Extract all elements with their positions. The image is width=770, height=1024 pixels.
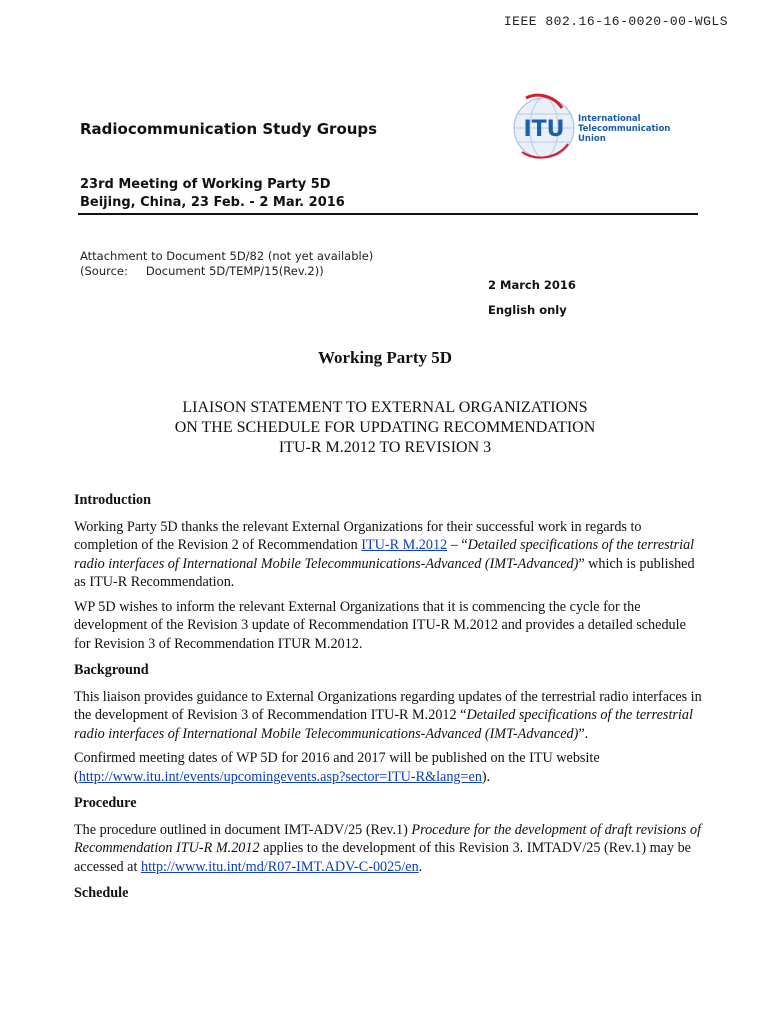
introduction-paragraph-2: WP 5D wishes to inform the relevant External Organizations that it is commencing the cycle for the development of the Revision 3 update of Recommendation ITU-R M.2012 and provides a detailed schedule for Revision 3 of Recommendation ITUR M.2012. [74,598,686,652]
procedure-paragraph [74,821,702,877]
source-value: Document 5D/TEMP/15(Rev.2)) [145,264,324,278]
logo-line-2: Telecommunication [578,124,671,134]
procedure-heading: Procedure [74,795,137,811]
source-label: (Source: [80,264,128,278]
meeting-location-dates: Beijing, China, 23 Feb. - 2 Mar. 2016 [80,195,345,210]
attachment-info [80,249,373,279]
background-text-a: This liaison provides guidance to External Organizations regarding updates of the terrestrial radio interfaces in the development of Revision 3 of Recommendation ITU-R M.2012 “ [74,688,702,723]
source-line [80,264,373,279]
background-paragraph-1 [74,688,702,744]
background-paragraph-2 [74,749,702,786]
liaison-title-line-1: LIAISON STATEMENT TO EXTERNAL ORGANIZATIONS [182,399,588,416]
procedure-text-b: applies to the development of this Revision 3. IMTADV/25 (Rev.1) may be accessed at [74,840,691,875]
background-italic-title: Detailed specifications of the terrestrial radio interfaces of International Mobile Telecommunications-Advanced (IMT-Advanced) [74,707,693,742]
meeting-info [80,176,345,212]
org-title: Radiocommunication Study Groups [80,120,378,138]
date-language-block [488,273,576,323]
document-id: IEEE 802.16-16-0020-00-WGLS [503,14,728,29]
logo-abbrev: ITU [523,117,565,142]
liaison-title [0,398,770,458]
intro-italic-title: Detailed specifications of the terrestrial radio interfaces of International Mobile Telecommunications-Advanced (IMT-Advanced) [74,537,695,572]
logo-line-1: International [578,114,641,124]
background-text-b: ”. [578,725,589,742]
introduction-paragraph-1 [74,518,702,592]
itu-logo [508,90,698,162]
procedure-text-a: The procedure outlined in document IMT-ADV/25 (Rev.1) [74,821,412,838]
schedule-heading: Schedule [74,885,129,901]
document-body [74,491,702,911]
logo-text [578,114,670,144]
imt-adv-link[interactable]: http://www.itu.int/md/R07-IMT.ADV-C-0025/en [140,858,419,875]
procedure-text-c: . [418,858,423,875]
itu-r-m2012-link[interactable]: ITU-R M.2012 [361,537,448,553]
liaison-title-line-2: ON THE SCHEDULE FOR UPDATING RECOMMENDATION [174,419,596,436]
intro-text-c: ” which is published as ITU-R Recommendation. [74,555,695,590]
meeting-title: 23rd Meeting of Working Party 5D [80,177,331,192]
attachment-line: Attachment to Document 5D/82 (not yet available) [80,249,374,263]
working-party-title: Working Party 5D [317,348,453,367]
intro-text-a: Working Party 5D thanks the relevant External Organizations for their successful work in regards to completion of the Revision 2 of Recommendation [74,518,642,553]
background-heading: Background [74,662,149,678]
document-date: 2 March 2016 [488,278,576,292]
background-text-c: Confirmed meeting dates of WP 5D for 2016 and 2017 will be published on the ITU website ( [74,750,600,785]
language-note: English only [488,303,567,317]
logo-line-3: Union [578,134,606,144]
itu-events-link[interactable]: http://www.itu.int/events/upcomingevents.asp?sector=ITU-R&lang=en [78,768,482,785]
header-divider [78,213,698,215]
itu-globe-icon [508,90,578,162]
procedure-italic-title: Procedure for the development of draft revisions of Recommendation ITU-R M.2012 [74,821,702,856]
introduction-heading: Introduction [74,492,151,508]
liaison-title-line-3: ITU-R M.2012 TO REVISION 3 [278,439,492,456]
background-text-d: ). [481,768,491,785]
intro-text-b: – “ [447,537,468,553]
